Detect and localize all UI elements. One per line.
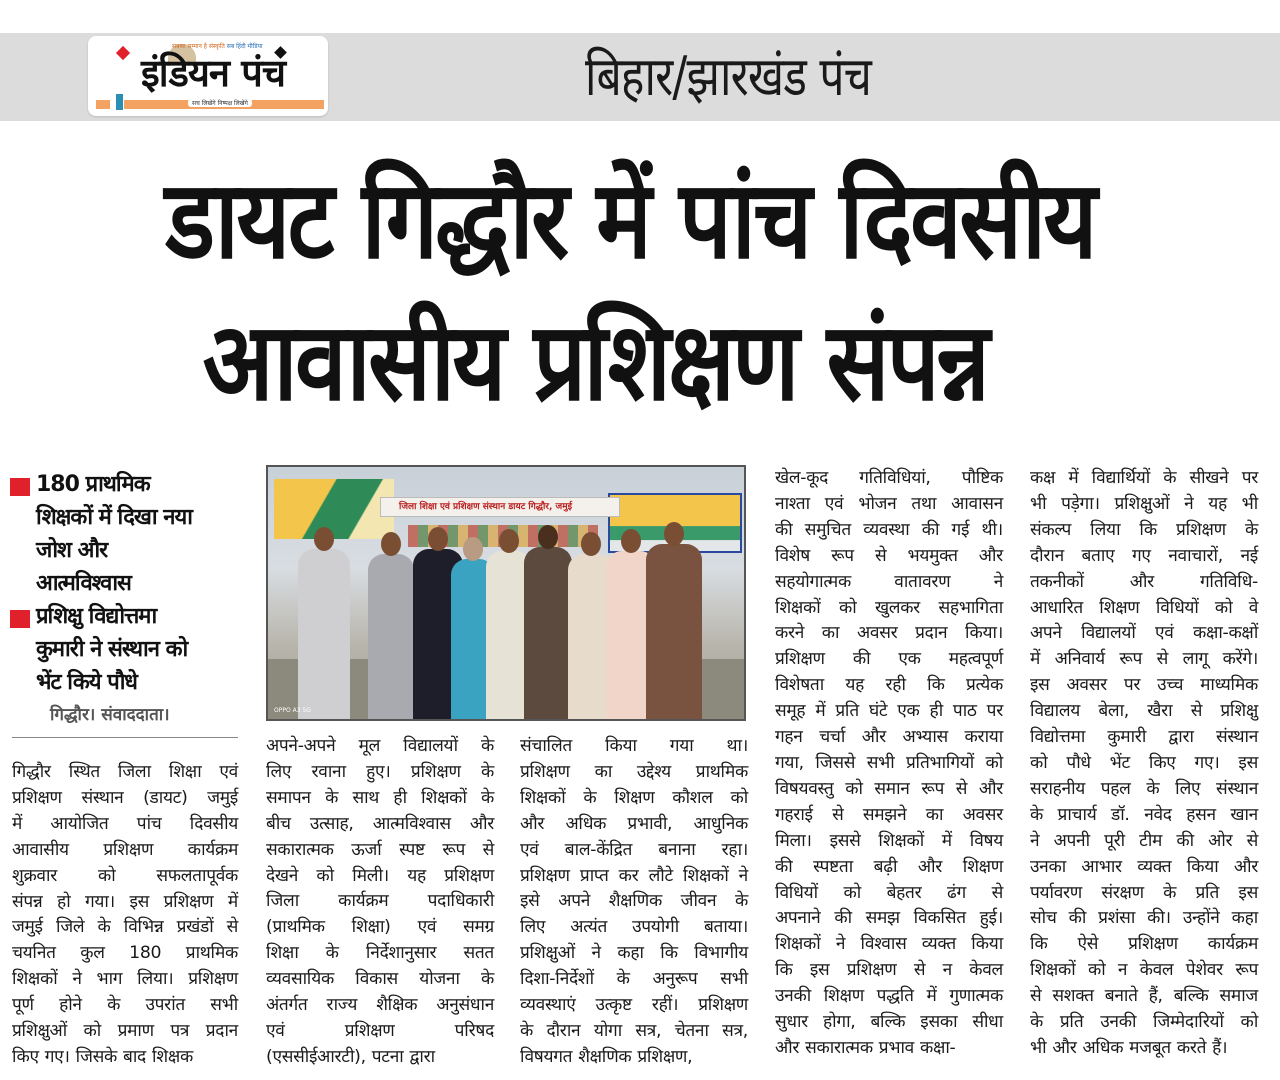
text-line: विद्योत्तमा कुमारी द्वारा संस्थान [1030, 727, 1258, 748]
text-line: को पौधे भेंट किए गए। इस [1030, 752, 1258, 773]
text-line: गहराई से समझने का अवसर [775, 804, 1003, 825]
text-line: सोच की प्रशंसा की। उन्होंने कहा [1030, 908, 1258, 929]
text-line: कक्ष में विद्यार्थियों के सीखने पर [1030, 468, 1258, 488]
text-line: अपनाने की समझ विकसित हुई। [775, 908, 1003, 929]
logo-stripe-left [96, 100, 110, 109]
text-line: विषयवस्तु को समान रूप से और [775, 778, 1003, 799]
text-line: में आयोजित पांच दिवसीय [12, 813, 238, 834]
text-line: कि इस प्रशिक्षण से न केवल [775, 960, 1003, 981]
text-line: विधियों को बेहतर ढंग से [775, 882, 1003, 903]
text-line: विषयगत शैक्षणिक प्रशिक्षण, [520, 1046, 693, 1067]
text-line: किए गए। जिसके बाद शिक्षक [12, 1046, 193, 1067]
highlight-line: भेंट किये पौधे [36, 670, 137, 695]
text-line: विशेष रूप से भयमुक्त और [775, 545, 1003, 566]
text-line: शिक्षकों के शिक्षण कौशल को [520, 787, 748, 808]
text-line: ने अपनी पूरी टीम की ओर से [1030, 830, 1258, 851]
text-line: खेल-कूद गतिविधियां, पौष्टिक [775, 468, 1003, 488]
text-line: शिक्षकों ने विश्वास व्यक्त किया [775, 934, 1003, 955]
masthead [0, 33, 1280, 121]
camera-stamp: OPPO A3 5G [274, 707, 311, 714]
logo-subtag: सच लिखेंगे निष्पक्ष लिखेंगे [188, 99, 252, 107]
person [524, 547, 572, 719]
text-line: गहन चर्चा और अभ्यास कराया [775, 727, 1003, 748]
text-line: समूह में प्रति घंटे एक ही पाठ पर [775, 701, 1003, 722]
article-column-5 [1030, 466, 1258, 1062]
text-line: पर्यावरण संरक्षण के प्रति इस [1030, 882, 1258, 903]
text-line: शुक्रवार को सफलतापूर्वक [12, 865, 238, 886]
person [646, 544, 702, 719]
text-line: (प्राथमिक शिक्षा) एवं समग्र [266, 917, 494, 938]
text-line: भी और अधिक मजबूत करते हैं। [1030, 1037, 1228, 1058]
text-line: सराहनीय पहल के लिए संस्थान [1030, 778, 1258, 799]
red-square-bullet-icon [10, 610, 30, 628]
highlight-line: 180 प्राथमिक [36, 472, 150, 497]
text-line: मिला। इससे शिक्षकों में विषय [775, 830, 1003, 851]
text-line: शिक्षकों ने भाग लिया। प्रशिक्षण [12, 969, 238, 990]
text-line: से सशक्त बनाते हैं, बल्कि समाज [1030, 986, 1258, 1007]
text-line: शिक्षकों को खुलकर सहभागिता [775, 597, 1003, 618]
section-title: बिहार/झारखंड पंच [585, 45, 872, 108]
headline-line-2: आवासीय प्रशिक्षण संपन्न [202, 300, 988, 425]
highlight-item [8, 600, 248, 699]
text-line: उनका आभार व्यक्त किया और [1030, 856, 1258, 877]
text-line: देखने को मिली। यह प्रशिक्षण [266, 865, 494, 886]
highlight-line: आत्मविश्वास [36, 571, 131, 596]
byline: गिद्धौर। संवाददाता। [50, 705, 170, 725]
text-line: प्रशिक्षण प्राप्त कर लौटे शिक्षकों ने [520, 865, 748, 886]
text-line: शिक्षकों को न केवल पेशेवर रूप [1030, 960, 1258, 981]
text-line: नाश्ता एवं भोजन तथा आवासन [775, 493, 1003, 514]
mural-left [274, 479, 394, 539]
text-line: समापन के साथ ही शिक्षकों के [266, 787, 494, 808]
text-line: दौरान बताए गए नवाचारों, नई [1030, 545, 1258, 566]
text-line: में अनिवार्य रूप से लागू करेंगे। [1030, 649, 1258, 670]
text-line: और अधिक प्रभावी, आधुनिक [520, 813, 748, 834]
text-line: प्रशिक्षण की एक महत्वपूर्ण [775, 649, 1003, 670]
highlight-line: जोश और [36, 538, 108, 563]
text-line: दिशा-निर्देशों के अनुरूप सभी [520, 969, 748, 990]
text-line: गिद्धौर स्थित जिला शिक्षा एवं [12, 762, 238, 782]
article-photo [266, 465, 746, 721]
text-line: अपने विद्यालयों एवं कक्षा-कक्षों [1030, 623, 1258, 644]
highlight-item [8, 468, 248, 600]
text-line: अपने-अपने मूल विद्यालयों के [266, 736, 494, 756]
highlights-box [8, 468, 248, 699]
text-line: सुधार होगा, बल्कि इसका सीधा [775, 1012, 1003, 1033]
text-line: व्यवसायिक विकास योजना के [266, 969, 494, 990]
logo-tagline-top: सबका सम्मान है संस्कृति सब हिंदी मीडिया [172, 43, 263, 50]
text-line: पूर्ण होने के उपरांत सभी [12, 995, 238, 1016]
text-line: आधारित शिक्षण विधियों को वे [1030, 597, 1258, 618]
article-headline [0, 150, 1280, 434]
divider [12, 737, 238, 738]
text-line: जमुई जिले के विभिन्न प्रखंडों से [12, 917, 238, 938]
indian-punch-logo [88, 36, 328, 116]
text-line: विशेषता यह रही कि प्रत्येक [775, 675, 1003, 696]
article-column-1 [12, 760, 238, 1071]
text-line: संपन्न हो गया। इस प्रशिक्षण में [12, 891, 238, 912]
article-column-3 [520, 734, 748, 1071]
highlight-line: कुमारी ने संस्थान को [36, 637, 188, 662]
text-line: भी पड़ेगा। प्रशिक्षुओं ने यह भी [1030, 493, 1258, 514]
pillar-icon [116, 94, 123, 110]
text-line: सकारात्मक ऊर्जा स्पष्ट रूप से [266, 839, 494, 860]
text-line: बीच उत्साह, आत्मविश्वास और [266, 813, 494, 834]
text-line: एवं बाल-केंद्रित बनाना रहा। [520, 839, 748, 860]
text-line: विद्यालय बेला, खैरा से प्रशिक्षु [1030, 701, 1258, 722]
text-line: इसे अपने शैक्षणिक जीवन के [520, 891, 748, 912]
text-line: जिला कार्यक्रम पदाधिकारी [266, 891, 494, 912]
person [368, 554, 414, 719]
highlight-line: प्रशिक्षु विद्योत्तमा [36, 604, 157, 629]
text-line: के प्रति उनकी जिम्मेदारियों को [1030, 1012, 1258, 1033]
text-line: व्यवस्थाएं उत्कृष्ट रहीं। प्रशिक्षण [520, 995, 748, 1016]
text-line: प्रशिक्षण संस्थान (डायट) जमुई [12, 787, 238, 808]
text-line: (एससीईआरटी), पटना द्वारा [266, 1046, 435, 1067]
text-line: गया, जिससे सभी प्रतिभागियों को [775, 752, 1003, 773]
text-line: उनकी शिक्षण पद्धति में गुणात्मक [775, 986, 1003, 1007]
text-line: एवं प्रशिक्षण परिषद [266, 1020, 494, 1041]
text-line: प्रशिक्षुओं को प्रमाण पत्र प्रदान [12, 1021, 238, 1042]
text-line: संचालित किया गया था। [520, 736, 748, 756]
logo-wordmark: इंडियन पंच [141, 51, 285, 95]
article-column-4 [775, 466, 1003, 1062]
text-line: चयनित कुल 180 प्राथमिक [12, 943, 238, 964]
person [298, 549, 350, 719]
text-line: सहयोगात्मक वातावरण ने [775, 571, 1003, 592]
building-banner: जिला शिक्षा एवं प्रशिक्षण संस्थान डायट गिद्धौर, जमुई [380, 497, 620, 517]
text-line: तकनीकों और गतिविधि- [1030, 571, 1258, 592]
article-column-2 [266, 734, 494, 1071]
text-line: प्रशिक्षुओं ने कहा कि विभागीय [520, 943, 748, 964]
text-line: लिए अत्यंत उपयोगी बताया। [520, 917, 748, 938]
text-line: प्रशिक्षण का उद्देश्य प्राथमिक [520, 761, 748, 782]
text-line: शिक्षा के निर्देशानुसार सतत [266, 943, 494, 964]
text-line: करने का अवसर प्रदान किया। [775, 623, 1003, 644]
text-line: अंतर्गत राज्य शैक्षिक अनुसंधान [266, 995, 494, 1016]
text-line: आवासीय प्रशिक्षण कार्यक्रम [12, 839, 238, 860]
text-line: संकल्प लिया कि प्रशिक्षण के [1030, 519, 1258, 540]
highlight-line: शिक्षकों में दिखा नया [36, 505, 192, 530]
text-line: की स्पष्टता बढ़ी और शिक्षण [775, 856, 1003, 877]
headline-line-1: डायट गिद्धौर में पांच दिवसीय [165, 158, 1095, 283]
text-line: के प्राचार्य डॉ. नवेद हसन खान [1030, 804, 1258, 825]
text-line: लिए रवाना हुए। प्रशिक्षण के [266, 761, 494, 782]
red-square-bullet-icon [10, 478, 30, 496]
text-line: इस अवसर पर उच्च माध्यमिक [1030, 675, 1258, 696]
text-line: और सकारात्मक प्रभाव कक्षा- [775, 1037, 956, 1058]
text-line: के दौरान योगा सत्र, चेतना सत्र, [520, 1020, 748, 1041]
text-line: कि ऐसे प्रशिक्षण कार्यक्रम [1030, 934, 1258, 955]
text-line: की समुचित व्यवस्था की गई थी। [775, 519, 1003, 540]
